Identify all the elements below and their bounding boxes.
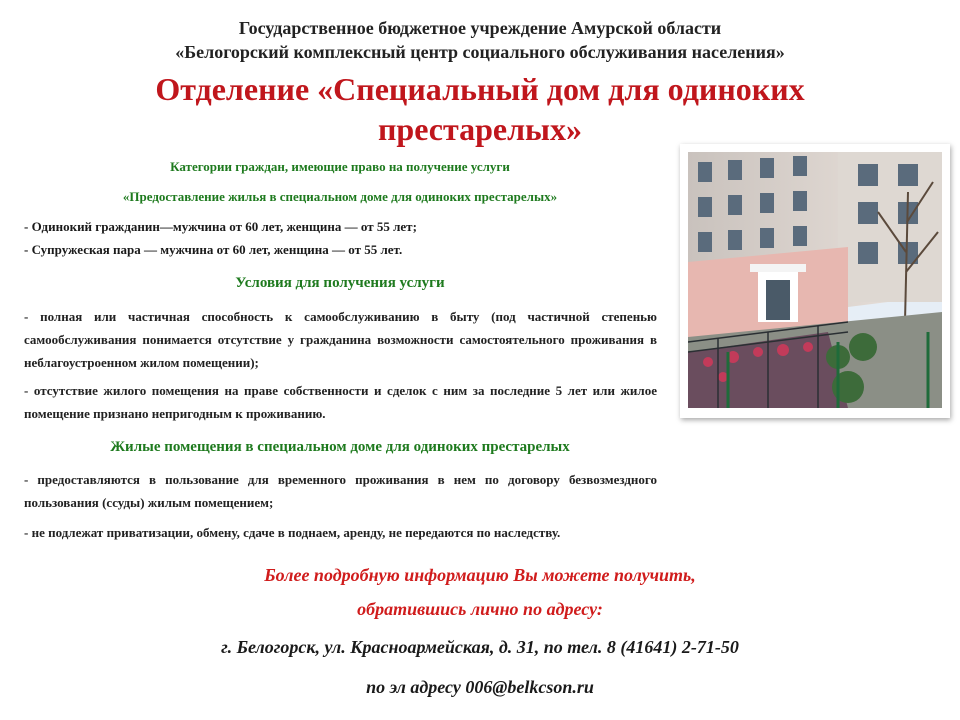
housing-item: - предоставляются в пользование для временного проживания в нем по договору безвозмездного пользования (ссуды) жилым помещением; (24, 472, 657, 510)
building-photo (688, 152, 942, 408)
org-line-1: Государственное бюджетное учреждение Амурской области (238, 18, 722, 38)
housing-item: - не подлежат приватизации, обмену, сдаче в поднаем, аренду, не передаются по наследству. (24, 525, 561, 540)
footer-line-2: обратившись лично по адресу: (357, 599, 603, 619)
org-line-2: «Белогорский комплексный центр социального обслуживания населения» (175, 42, 785, 62)
page-title-line-1: Отделение «Специальный дом для одиноких (155, 71, 805, 107)
category-item: - Супружеская пара — мужчина от 60 лет, женщина — от 55 лет. (24, 242, 403, 257)
page-title-line-2: престарелых» (377, 111, 583, 147)
building-photo-frame (680, 144, 950, 418)
categories-heading: Категории граждан, имеющие право на получение услуги (170, 159, 510, 174)
condition-item: - полная или частичная способность к самообслуживанию в быту (под частичной степенью самообслуживания понимается отсутствие у гражданина возможности самостоятельного проживания в неблагоустроенном жилом помещении); (24, 309, 657, 370)
footer-email: по эл адресу 006@belkcson.ru (366, 677, 594, 697)
building-photo-icon (688, 152, 942, 408)
conditions-heading: Условия для получения услуги (235, 275, 445, 291)
category-item: - Одинокий гражданин—мужчина от 60 лет, женщина — от 55 лет; (24, 219, 417, 234)
footer-line-1: Более подробную информацию Вы можете получить, (264, 565, 696, 585)
condition-item: - отсутствие жилого помещения на праве собственности и сделок с ним за последние 5 лет или жилое помещение признано непригодным к проживанию. (24, 383, 657, 421)
footer-address: г. Белогорск, ул. Красноармейская, д. 31, по тел. 8 (41641) 2-71-50 (221, 637, 739, 657)
housing-heading: Жилые помещения в специальном доме для одиноких престарелых (110, 439, 570, 455)
categories-subheading: «Предоставление жилья в специальном доме для одиноких престарелых» (122, 189, 558, 204)
